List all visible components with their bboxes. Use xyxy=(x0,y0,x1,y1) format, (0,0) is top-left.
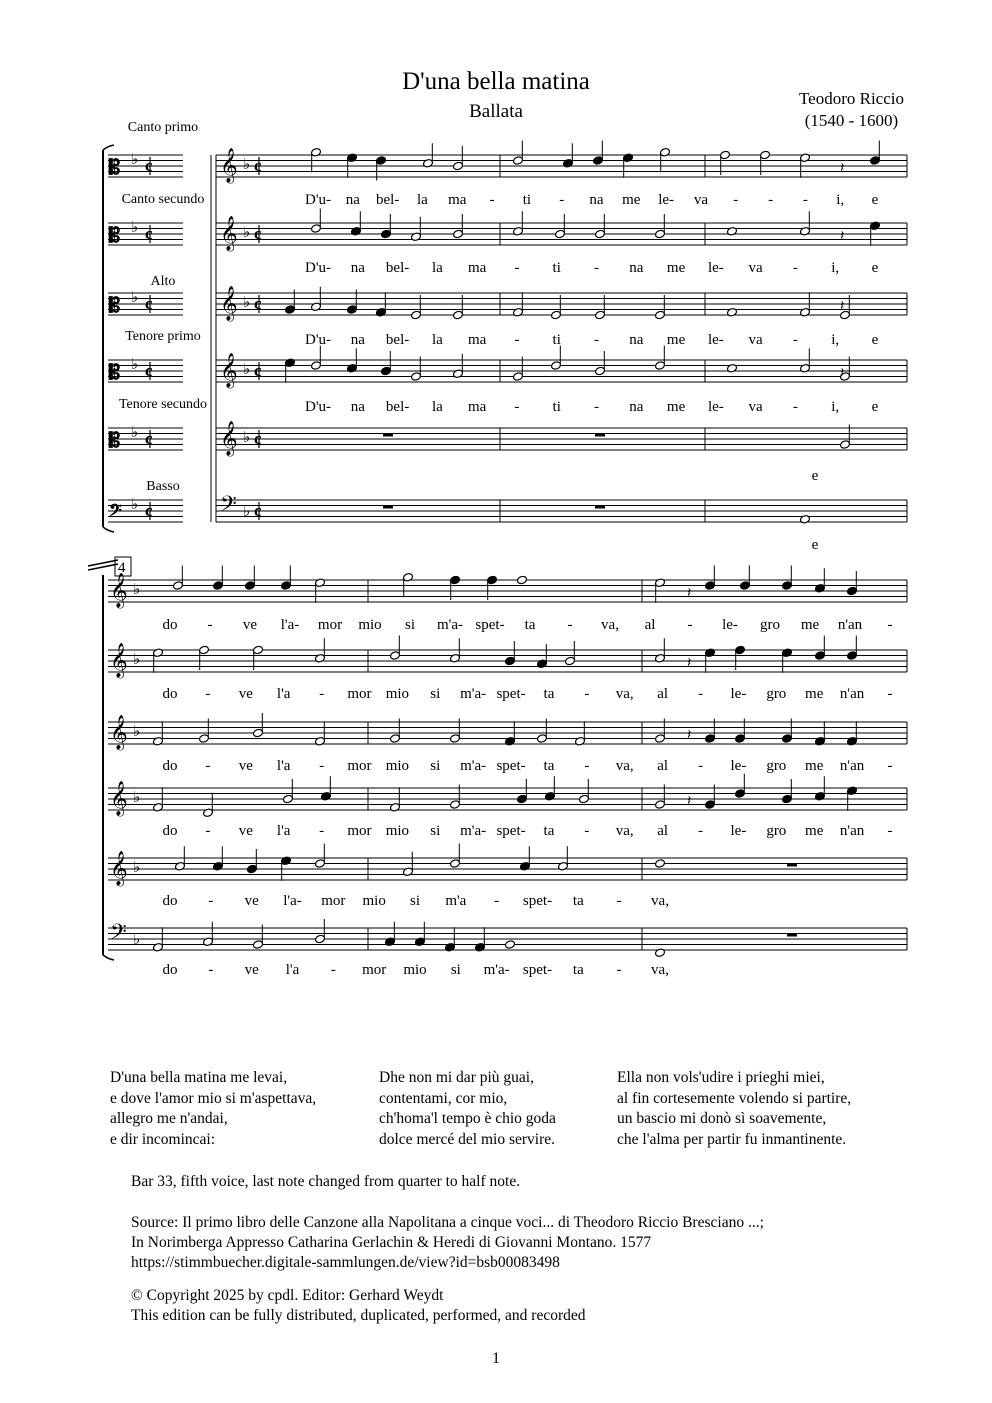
lyric-syllable: - xyxy=(205,823,211,839)
common-time-icon: c xyxy=(145,156,153,175)
lyric-syllable: - xyxy=(514,332,520,348)
lyric-syllable: do xyxy=(162,962,178,978)
lyric-syllable: i, xyxy=(836,192,845,208)
lyric-syllable: mor xyxy=(347,758,372,774)
lyric-syllable: - xyxy=(792,260,798,276)
lyric-syllable: - xyxy=(489,192,495,208)
treble-clef-icon: 𝄞 xyxy=(220,422,238,455)
voice-label-tenore-primo: Tenore primo xyxy=(125,329,201,344)
lyric-syllable: - xyxy=(514,260,520,276)
whole-rest-icon xyxy=(595,434,605,437)
lyric-syllable: gro xyxy=(766,758,787,774)
bass-clef-icon: 𝄢 xyxy=(110,920,127,949)
lyric-syllable: - xyxy=(559,192,565,208)
lyric-syllable: - xyxy=(584,823,590,839)
lyric-syllable: bel- xyxy=(385,332,410,348)
flat-icon: ♭ xyxy=(243,295,251,311)
lyric-syllable: do xyxy=(162,758,178,774)
poem-column-1 xyxy=(110,1068,316,1150)
lyric-syllable: - xyxy=(494,893,500,909)
lyric-syllable: ta xyxy=(543,823,555,839)
lyric-syllable: va xyxy=(693,192,709,208)
bar-number: 4 xyxy=(118,560,126,576)
lyric-syllable: gro xyxy=(766,823,787,839)
lyric-syllable: D'u- xyxy=(304,260,332,276)
lyric-syllable: - xyxy=(207,617,213,633)
lyric-syllable: mio xyxy=(403,962,427,978)
flat-icon: ♭ xyxy=(243,225,251,241)
lyric-syllable: - xyxy=(330,962,336,978)
treble-clef-icon: 𝄞 xyxy=(220,287,238,320)
lyric-syllable: bel- xyxy=(385,399,410,415)
lyric-syllable: spet- xyxy=(475,617,505,633)
note-head xyxy=(727,363,738,373)
common-time-icon: c xyxy=(254,294,262,313)
source-line-1: Source: Il primo libro delle Canzone alla Napolitana a cinque voci... di Theodoro Riccio Bresciano ...; xyxy=(131,1214,764,1231)
treble-clef-icon: 𝄞 xyxy=(110,852,128,885)
quarter-rest-icon: 𝄽 xyxy=(840,366,845,381)
common-time-icon: c xyxy=(145,501,153,520)
lyric-syllable: n'an xyxy=(839,758,865,774)
lyric-syllable: - xyxy=(792,399,798,415)
lyric-syllable: al xyxy=(657,686,669,702)
lyric-syllable: mor xyxy=(347,686,372,702)
lyric-syllable: va, xyxy=(615,758,634,774)
lyric-syllable: D'u- xyxy=(304,399,332,415)
lyric-syllable: - xyxy=(616,893,622,909)
common-time-icon: c xyxy=(254,501,262,520)
treble-clef-icon: 𝄞 xyxy=(220,149,238,182)
lyric-syllable: al xyxy=(657,823,669,839)
lyric-syllable: le- xyxy=(658,192,675,208)
flat-icon: ♭ xyxy=(243,504,251,520)
lyric-syllable: va xyxy=(748,260,763,276)
lyric-syllable: va xyxy=(748,399,763,415)
lyric-syllable: bel- xyxy=(385,260,410,276)
lyric-syllable: - xyxy=(594,332,599,348)
flat-icon: ♭ xyxy=(243,157,251,173)
common-time-icon: c xyxy=(254,224,262,243)
lyric-syllable: me xyxy=(666,399,686,415)
lyric-syllable: le- xyxy=(707,332,724,348)
lyric-syllable: ta xyxy=(543,686,555,702)
lyric-syllable: - xyxy=(687,617,693,633)
note-head xyxy=(505,940,516,950)
bracket-hook xyxy=(103,955,114,960)
lyric-syllable: l'a xyxy=(276,686,291,702)
lyric-syllable: l'a xyxy=(285,962,300,978)
common-time-icon: c xyxy=(254,156,262,175)
treble-clef-icon: 𝄞 xyxy=(220,217,238,250)
lyric-syllable: la xyxy=(431,332,443,348)
voice-label-canto-secundo: Canto secundo xyxy=(121,192,205,207)
lyric-syllable: si xyxy=(430,758,441,774)
treble-clef-icon: 𝄞 xyxy=(110,716,128,749)
lyric-syllable: ve xyxy=(244,962,259,978)
lyric-syllable: n'an xyxy=(839,686,865,702)
flat-icon: ♭ xyxy=(133,790,141,806)
whole-rest-icon xyxy=(787,864,797,867)
lyric-syllable: ma xyxy=(448,192,467,208)
lyric-syllable: - xyxy=(205,686,211,702)
flat-icon: ♭ xyxy=(131,425,139,441)
poem-line: Ella non vols'udire i prieghi miei, xyxy=(617,1069,825,1086)
lyric-syllable: - xyxy=(208,962,214,978)
lyric-syllable: D'u- xyxy=(304,192,332,208)
lyric-syllable: le- xyxy=(730,758,747,774)
flat-icon: ♭ xyxy=(131,152,139,168)
quarter-rest-icon: 𝄽 xyxy=(687,728,692,743)
flat-icon: ♭ xyxy=(131,290,139,306)
lyric-syllable: mio xyxy=(385,686,410,702)
common-time-icon: c xyxy=(145,294,153,313)
composer-name: Teodoro Riccio xyxy=(798,89,904,108)
poem-line: allegro me n'andai, xyxy=(110,1110,228,1127)
bracket-hook xyxy=(103,527,114,532)
lyric-syllable: mio xyxy=(385,758,410,774)
composer-dates: (1540 - 1600) xyxy=(804,111,899,130)
lyric-syllable: le- xyxy=(730,823,747,839)
lyric-syllable: - xyxy=(319,758,325,774)
lyric-syllable: n'an xyxy=(839,823,865,839)
treble-clef-icon: 𝄞 xyxy=(220,354,238,387)
page-subtitle: Ballata xyxy=(469,101,523,122)
lyric-syllable: si xyxy=(404,617,416,633)
note-head xyxy=(800,514,811,524)
lyric-syllable: me xyxy=(666,260,686,276)
flat-icon: ♭ xyxy=(131,357,139,373)
page-number: 1 xyxy=(492,1350,500,1367)
lyric-syllable: e xyxy=(811,468,819,484)
lyric-syllable: spet- xyxy=(522,893,553,909)
lyric-syllable: - xyxy=(208,893,214,909)
poem-line: un bascio mi donò sì soavemente, xyxy=(617,1110,827,1127)
note-head xyxy=(517,575,528,585)
lyric-syllable: spet- xyxy=(496,823,526,839)
lyric-syllable: ti xyxy=(522,192,532,208)
lyric-syllable: l'a xyxy=(276,823,291,839)
lyric-syllable: na xyxy=(350,260,365,276)
lyric-syllable: mio xyxy=(362,893,386,909)
lyric-syllable: e xyxy=(871,399,879,415)
lyric-syllable: ta xyxy=(524,617,536,633)
lyric-syllable: ve xyxy=(244,893,259,909)
lyric-syllable: al xyxy=(644,617,656,633)
c-clef-icon: 𝄢 xyxy=(109,502,122,524)
poem-line: ch'homa'l tempo è chio goda xyxy=(379,1110,556,1127)
lyric-syllable: m'a- xyxy=(460,823,487,839)
lyric-syllable: - xyxy=(698,686,704,702)
note-head xyxy=(655,948,666,958)
lyric-syllable: l'a- xyxy=(283,893,302,909)
quarter-rest-icon: 𝄽 xyxy=(840,161,845,176)
score-system-1 xyxy=(103,141,907,554)
lyric-syllable: me xyxy=(805,686,824,702)
whole-rest-icon xyxy=(595,506,605,509)
lyric-syllable: - xyxy=(616,962,622,978)
lyric-syllable: n'an xyxy=(837,617,863,633)
score-system-2 xyxy=(88,560,907,978)
lyric-syllable: - xyxy=(319,686,325,702)
lyric-syllable: na xyxy=(629,260,644,276)
c-clef-icon: 𝄡 xyxy=(109,157,121,179)
lyric-syllable: le- xyxy=(707,260,724,276)
flat-icon: ♭ xyxy=(133,932,141,948)
lyric-syllable: ta xyxy=(572,962,584,978)
c-clef-icon: 𝄡 xyxy=(109,362,121,384)
lyric-syllable: va, xyxy=(601,617,619,633)
lyric-syllable: i, xyxy=(831,260,840,276)
lyric-syllable: ti xyxy=(552,332,561,348)
lyric-syllable: al xyxy=(657,758,669,774)
voice-label-alto: Alto xyxy=(150,274,176,289)
lyric-syllable: na xyxy=(629,332,644,348)
lyric-syllable: ve xyxy=(238,823,253,839)
voice-label-canto-primo: Canto primo xyxy=(127,120,199,135)
lyric-syllable: - xyxy=(768,192,774,208)
flat-icon: ♭ xyxy=(131,497,139,513)
flat-icon: ♭ xyxy=(133,724,141,740)
lyric-syllable: - xyxy=(584,686,590,702)
lyric-syllable: - xyxy=(792,332,798,348)
lyric-syllable: - xyxy=(802,192,808,208)
lyric-syllable: - xyxy=(887,823,893,839)
common-time-icon: c xyxy=(145,361,153,380)
lyric-syllable: - xyxy=(594,399,599,415)
lyric-syllable: me xyxy=(622,192,641,208)
lyric-syllable: bel- xyxy=(375,192,400,208)
quarter-rest-icon: 𝄽 xyxy=(687,794,692,809)
bar-number-box xyxy=(115,557,131,576)
copyright-line: © Copyright 2025 by cpdl. Editor: Gerhard Weydt xyxy=(131,1287,444,1304)
lyric-syllable: - xyxy=(567,617,573,633)
lyric-syllable: spet- xyxy=(496,686,526,702)
poem-column-2 xyxy=(379,1068,556,1150)
lyric-syllable: mor xyxy=(347,823,372,839)
lyric-syllable: - xyxy=(205,758,211,774)
lyric-syllable: va xyxy=(748,332,763,348)
poem-line: dolce mercé del mio servire. xyxy=(379,1130,556,1148)
license-line: This edition can be fully distributed, duplicated, performed, and recorded xyxy=(131,1307,586,1324)
lyric-syllable: m'a- xyxy=(460,686,487,702)
poem-line: contentami, cor mio, xyxy=(379,1089,508,1107)
lyric-syllable: ve xyxy=(242,617,258,633)
lyric-syllable: - xyxy=(733,192,739,208)
lyric-syllable: m'a- xyxy=(436,617,464,633)
lyric-syllable: m'a xyxy=(445,893,467,909)
lyric-syllable: ta xyxy=(572,893,584,909)
lyric-syllable: - xyxy=(887,758,893,774)
poem-line: e dove l'amor mio si m'aspettava, xyxy=(110,1089,317,1107)
lyric-syllable: ma xyxy=(467,260,487,276)
editorial-note: Bar 33, fifth voice, last note changed from quarter to half note. xyxy=(131,1173,521,1190)
flat-icon: ♭ xyxy=(243,430,251,446)
voice-label-basso: Basso xyxy=(146,479,180,494)
treble-clef-icon: 𝄞 xyxy=(110,574,128,607)
lyric-syllable: ti xyxy=(552,399,561,415)
lyric-syllable: la xyxy=(431,260,443,276)
bass-clef-icon: 𝄢 xyxy=(220,492,237,521)
lyric-syllable: mor xyxy=(317,617,343,633)
lyric-syllable: - xyxy=(887,617,893,633)
lyric-syllable: va, xyxy=(615,823,634,839)
lyric-syllable: me xyxy=(800,617,820,633)
lyric-syllable: va, xyxy=(615,686,634,702)
quarter-rest-icon: 𝄽 xyxy=(840,229,845,244)
lyric-syllable: le- xyxy=(722,617,738,633)
poem-line: e dir incomincai: xyxy=(110,1130,216,1148)
flat-icon: ♭ xyxy=(243,362,251,378)
lyric-syllable: si xyxy=(430,823,441,839)
voice-label-tenore-secundo: Tenore secundo xyxy=(118,397,208,412)
page-title: D'una bella matina xyxy=(402,68,590,95)
lyric-syllable: va, xyxy=(651,962,669,978)
lyric-syllable: - xyxy=(319,823,325,839)
lyric-syllable: na xyxy=(589,192,604,208)
lyric-syllable: l'a xyxy=(276,758,291,774)
lyric-syllable: - xyxy=(594,260,599,276)
lyric-syllable: gro xyxy=(760,617,780,633)
source-line-2: In Norimberga Appresso Catharina Gerlachin & Heredi di Giovanni Montano. 1577 xyxy=(131,1234,652,1251)
treble-clef-icon: 𝄞 xyxy=(110,644,128,677)
common-time-icon: c xyxy=(254,429,262,448)
lyric-syllable: va, xyxy=(651,893,669,909)
lyric-syllable: na xyxy=(350,399,365,415)
lyric-syllable: l'a- xyxy=(280,617,300,633)
lyric-syllable: la xyxy=(417,192,428,208)
lyric-syllable: la xyxy=(431,399,443,415)
source-url: https://stimmbuecher.digitale-sammlungen.de/view?id=bsb00083498 xyxy=(131,1254,560,1271)
lyric-syllable: na xyxy=(629,399,644,415)
lyric-syllable: spet- xyxy=(496,758,526,774)
poem-line: che l'alma per partir fu inmantinente. xyxy=(617,1130,847,1148)
lyric-syllable: do xyxy=(162,893,178,909)
lyric-syllable: D'u- xyxy=(304,332,332,348)
treble-clef-icon: 𝄞 xyxy=(110,782,128,815)
whole-rest-icon xyxy=(383,434,393,437)
c-clef-icon: 𝄡 xyxy=(109,225,121,247)
lyric-syllable: ti xyxy=(552,260,561,276)
note-head xyxy=(655,859,666,869)
lyric-syllable: m'a- xyxy=(460,758,487,774)
lyric-syllable: ma xyxy=(467,399,487,415)
lyric-syllable: na xyxy=(350,332,365,348)
common-time-icon: c xyxy=(145,224,153,243)
lyric-syllable: me xyxy=(666,332,686,348)
lyric-syllable: mio xyxy=(385,823,410,839)
lyric-syllable: do xyxy=(162,617,178,633)
lyric-syllable: m'a- xyxy=(483,962,510,978)
note-head xyxy=(727,226,738,236)
lyric-syllable: le- xyxy=(730,686,747,702)
lyric-syllable: e xyxy=(871,260,879,276)
flat-icon: ♭ xyxy=(133,652,141,668)
lyric-syllable: - xyxy=(514,399,520,415)
lyric-syllable: mor xyxy=(362,962,387,978)
lyric-syllable: ma xyxy=(467,332,487,348)
lyric-syllable: si xyxy=(450,962,461,978)
lyric-syllable: me xyxy=(805,758,824,774)
lyric-syllable: ve xyxy=(238,758,253,774)
lyric-syllable: spet- xyxy=(522,962,553,978)
lyric-syllable: e xyxy=(811,537,819,553)
lyric-syllable: - xyxy=(698,758,704,774)
lyric-syllable: ta xyxy=(543,758,555,774)
lyric-syllable: e xyxy=(871,192,879,208)
c-clef-icon: 𝄡 xyxy=(109,295,121,317)
common-time-icon: c xyxy=(145,429,153,448)
lyric-syllable: me xyxy=(805,823,824,839)
lyric-syllable: ve xyxy=(238,686,253,702)
common-time-icon: c xyxy=(254,361,262,380)
lyric-syllable: i, xyxy=(831,332,840,348)
poem-line: al fin cortesemente volendo si partire, xyxy=(617,1089,852,1107)
lyric-syllable: do xyxy=(162,686,178,702)
quarter-rest-icon: 𝄽 xyxy=(687,586,692,601)
lyric-syllable: i, xyxy=(831,399,840,415)
lyric-syllable: na xyxy=(345,192,360,208)
lyric-syllable: gro xyxy=(766,686,787,702)
poem-line: D'una bella matina me levai, xyxy=(110,1069,288,1086)
quarter-rest-icon: 𝄽 xyxy=(687,656,692,671)
flat-icon: ♭ xyxy=(133,582,141,598)
whole-rest-icon xyxy=(787,934,797,937)
lyric-syllable: do xyxy=(162,823,178,839)
flat-icon: ♭ xyxy=(133,860,141,876)
lyric-syllable: le- xyxy=(707,399,724,415)
quarter-rest-icon: 𝄽 xyxy=(840,299,845,314)
lyric-syllable: mio xyxy=(358,617,382,633)
poem-line: Dhe non mi dar più guai, xyxy=(379,1069,534,1086)
whole-rest-icon xyxy=(383,506,393,509)
lyric-syllable: - xyxy=(887,686,893,702)
bracket-hook xyxy=(103,145,114,150)
lyric-syllable: mor xyxy=(321,893,346,909)
c-clef-icon: 𝄡 xyxy=(109,430,121,452)
lyric-syllable: - xyxy=(698,823,704,839)
flat-icon: ♭ xyxy=(131,220,139,236)
lyric-syllable: - xyxy=(584,758,590,774)
lyric-syllable: e xyxy=(871,332,879,348)
lyric-syllable: si xyxy=(430,686,441,702)
poem-column-3 xyxy=(617,1068,851,1150)
note-head xyxy=(727,307,738,317)
lyric-syllable: si xyxy=(409,893,421,909)
